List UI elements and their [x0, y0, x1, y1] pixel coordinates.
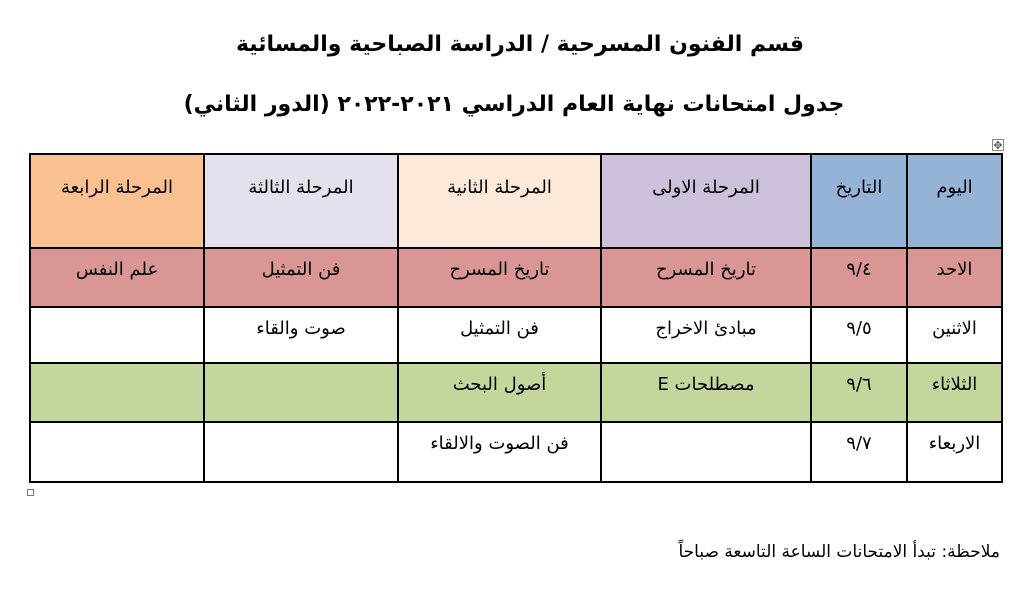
- cell-date: ٩/٥: [811, 307, 907, 363]
- schedule-title: جدول امتحانات نهاية العام الدراسي ٢٠٢١-٢٠٢٢ (الدور الثاني): [183, 92, 845, 117]
- cell-stage-1: مصطلحات E: [601, 363, 811, 422]
- table-row: [30, 422, 1002, 482]
- table-resize-handle[interactable]: [27, 489, 34, 496]
- cell-stage-4: [30, 422, 204, 482]
- header-day: اليوم: [907, 154, 1002, 248]
- cell-day: الاحد: [907, 248, 1002, 307]
- cell-stage-1: تاريخ المسرح: [601, 248, 811, 307]
- cell-stage-1: مبادئ الاخراج: [601, 307, 811, 363]
- exam-schedule-table: [29, 153, 1003, 483]
- cell-day: الاثنين: [907, 307, 1002, 363]
- cell-stage-3: [204, 422, 398, 482]
- cell-stage-2: فن الصوت والالقاء: [398, 422, 601, 482]
- cell-stage-2: تاريخ المسرح: [398, 248, 601, 307]
- header-stage-2: المرحلة الثانية: [398, 154, 601, 248]
- cell-stage-1: [601, 422, 811, 482]
- exam-time-note: ملاحظة: تبدأ الامتحانات الساعة التاسعة صباحاً: [678, 542, 1000, 562]
- cell-stage-3: [204, 363, 398, 422]
- cell-date: ٩/٧: [811, 422, 907, 482]
- table-row: [30, 248, 1002, 307]
- cell-stage-4: [30, 307, 204, 363]
- cell-stage-2: فن التمثيل: [398, 307, 601, 363]
- table-row: [30, 307, 1002, 363]
- header-date: التاريخ: [811, 154, 907, 248]
- cell-stage-3: صوت والقاء: [204, 307, 398, 363]
- table-move-handle-icon[interactable]: ✥: [993, 139, 1003, 152]
- cell-stage-2: أصول البحث: [398, 363, 601, 422]
- cell-day: الاربعاء: [907, 422, 1002, 482]
- header-stage-1: المرحلة الاولى: [601, 154, 811, 248]
- cell-day: الثلاثاء: [907, 363, 1002, 422]
- cell-date: ٩/٤: [811, 248, 907, 307]
- cell-stage-4: [30, 363, 204, 422]
- cell-stage-4: علم النفس: [30, 248, 204, 307]
- header-stage-4: المرحلة الرابعة: [30, 154, 204, 248]
- cell-date: ٩/٦: [811, 363, 907, 422]
- table-row: [30, 363, 1002, 422]
- cell-stage-3: فن التمثيل: [204, 248, 398, 307]
- table-header-row: [30, 154, 1002, 248]
- department-title: قسم الفنون المسرحية / الدراسة الصباحية والمسائية: [235, 32, 805, 57]
- header-stage-3: المرحلة الثالثة: [204, 154, 398, 248]
